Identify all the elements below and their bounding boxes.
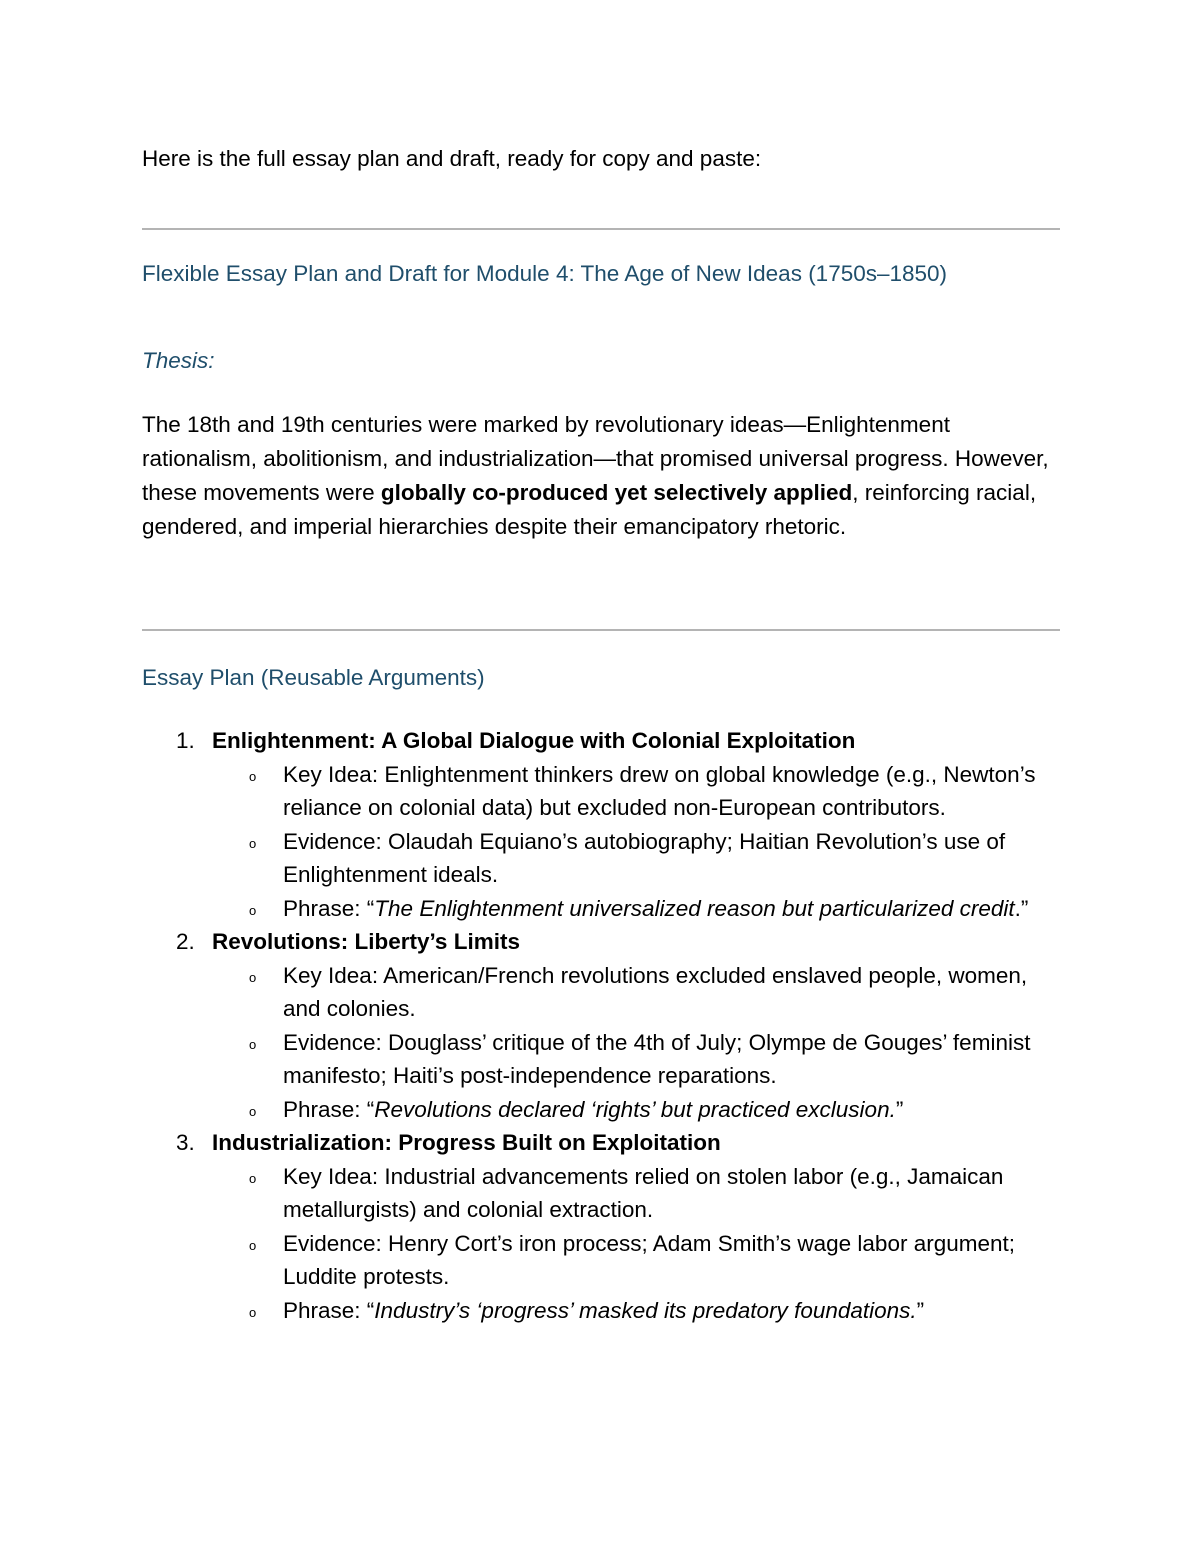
phrase-item [212, 892, 1060, 926]
thesis-text-part1: The 18th and 19th centuries were marked by revolutionary ideas—Enlightenment rationalism, abolitionism, and industrialization—that promised universal progress. However, these movements were [142, 412, 1049, 505]
essay-title: Flexible Essay Plan and Draft for Module 4: The Age of New Ideas (1750s–1850) [142, 261, 948, 286]
evidence-text: Evidence: Olaudah Equiano’s autobiography; Haitian Revolution’s use of Enlightenment ideals. [283, 828, 1006, 887]
plan-item-title: Revolutions: Liberty’s Limits [212, 929, 520, 954]
circle-bullet-icon: o [249, 1170, 257, 1186]
plan-item [142, 925, 1060, 1126]
plan-item [142, 1126, 1060, 1327]
phrase-label: Phrase: “ [283, 1096, 375, 1122]
circle-bullet-icon: o [249, 1237, 257, 1253]
evidence-item [212, 825, 1060, 892]
evidence-item [212, 1227, 1060, 1294]
key-idea-text: Key Idea: Industrial advancements relied on stolen labor (e.g., Jamaican metallurgists) and colonial extraction. [283, 1163, 1004, 1222]
plan-sub-list [212, 758, 1060, 926]
plan-sub-list [212, 959, 1060, 1127]
circle-bullet-icon: o [249, 768, 257, 784]
plan-sub-list [212, 1160, 1060, 1328]
phrase-item [212, 1294, 1060, 1328]
evidence-text: Evidence: Douglass’ critique of the 4th of July; Olympe de Gouges’ feminist manifesto; Haiti’s post-independence reparations. [283, 1029, 1031, 1088]
phrase-text [283, 1093, 1063, 1127]
circle-bullet-icon: o [249, 1036, 257, 1052]
thesis-heading: Thesis: [142, 348, 215, 373]
plan-item-title: Industrialization: Progress Built on Exploitation [212, 1130, 721, 1155]
phrase-text [283, 1294, 1063, 1328]
plan-item-number: 3. [176, 1130, 195, 1155]
thesis-paragraph [142, 408, 1060, 544]
plan-heading: Essay Plan (Reusable Arguments) [142, 665, 485, 690]
phrase-label: Phrase: “ [283, 1297, 375, 1323]
horizontal-rule [142, 228, 1060, 230]
circle-bullet-icon: o [249, 1103, 257, 1119]
intro-text: Here is the full essay plan and draft, ready for copy and paste: [142, 146, 762, 171]
key-idea-item [212, 959, 1060, 1026]
phrase-quote: Industry’s ‘progress’ masked its predatory foundations. [374, 1297, 917, 1323]
phrase-quote: The Enlightenment universalized reason but particularized credit [374, 895, 1015, 921]
phrase-end: .” [1014, 895, 1029, 921]
circle-bullet-icon: o [249, 835, 257, 851]
phrase-end: ” [895, 1096, 904, 1122]
key-idea-item [212, 1160, 1060, 1227]
phrase-text [283, 892, 1063, 926]
key-idea-text: Key Idea: American/French revolutions excluded enslaved people, women, and colonies. [283, 962, 1028, 1021]
thesis-bold-text: globally co-produced yet selectively applied [380, 480, 853, 505]
phrase-quote: Revolutions declared ‘rights’ but practiced exclusion. [374, 1096, 896, 1122]
circle-bullet-icon: o [249, 902, 257, 918]
key-idea-item [212, 758, 1060, 825]
evidence-text: Evidence: Henry Cort’s iron process; Adam Smith’s wage labor argument; Luddite protests. [283, 1230, 1016, 1289]
circle-bullet-icon: o [249, 1304, 257, 1320]
essay-plan-list [142, 724, 1060, 1327]
phrase-label: Phrase: “ [283, 895, 375, 921]
plan-item [142, 724, 1060, 925]
plan-item-title: Enlightenment: A Global Dialogue with Colonial Exploitation [212, 728, 856, 753]
phrase-end: ” [916, 1297, 925, 1323]
circle-bullet-icon: o [249, 969, 257, 985]
evidence-item [212, 1026, 1060, 1093]
phrase-item [212, 1093, 1060, 1127]
plan-item-number: 1. [176, 728, 195, 753]
thesis-text-part2: , reinforcing racial, gendered, and imperial hierarchies despite their emancipatory rhetoric. [142, 480, 1037, 539]
horizontal-rule [142, 629, 1060, 631]
key-idea-text: Key Idea: Enlightenment thinkers drew on global knowledge (e.g., Newton’s reliance on colonial data) but excluded non-European contributors. [283, 761, 1036, 820]
plan-item-number: 2. [176, 929, 195, 954]
